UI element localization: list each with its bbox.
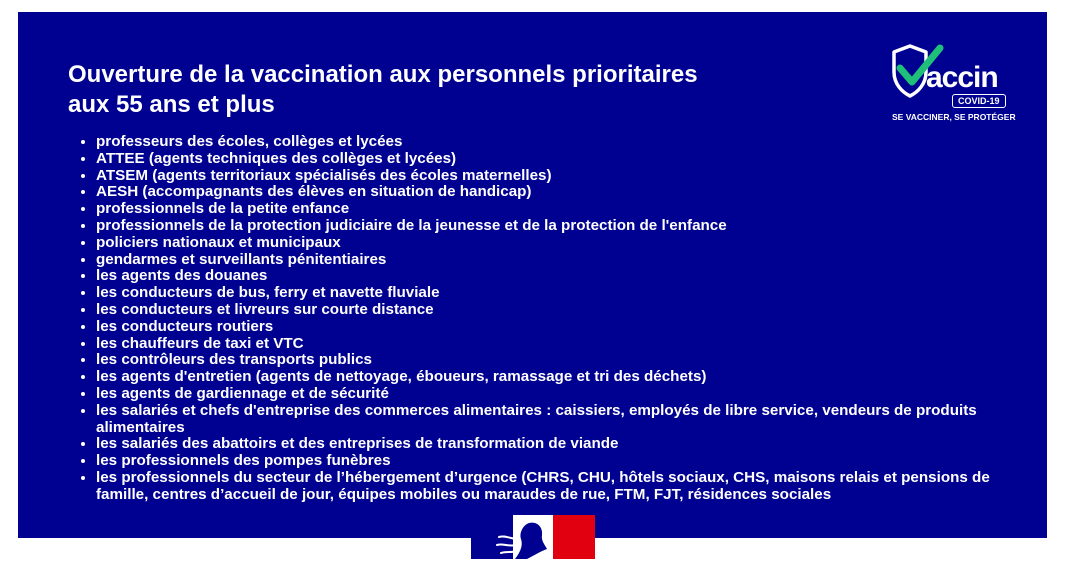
list-item: • AESH (accompagnants des élèves en situation de handicap)	[96, 184, 1016, 201]
title-line-2: aux 55 ans et plus	[68, 91, 275, 118]
list-item: • les chauffeurs de taxi et VTC	[96, 336, 1016, 353]
list-item: • les salariés des abattoirs et des entreprises de transformation de viande	[96, 436, 1016, 453]
list-item: • les conducteurs et livreurs sur courte distance	[96, 302, 1016, 319]
list-item: • les agents de gardiennage et de sécurité	[96, 386, 1016, 403]
marianne-flag-icon	[471, 515, 595, 559]
list-item: • ATSEM (agents territoriaux spécialisés des écoles maternelles)	[96, 168, 1016, 185]
list-item: • les contrôleurs des transports publics	[96, 352, 1016, 369]
logo-word: accin	[926, 61, 998, 94]
list-item: • les agents des douanes	[96, 268, 1016, 285]
list-item: • les conducteurs routiers	[96, 319, 1016, 336]
priority-list	[80, 134, 1016, 504]
list-item: • policiers nationaux et municipaux	[96, 235, 1016, 252]
list-item: • les professionnels des pompes funèbres	[96, 453, 1016, 470]
page-title	[68, 60, 848, 120]
list-item: • ATTEE (agents techniques des collèges et lycées)	[96, 151, 1016, 168]
vaccin-covid-logo	[890, 42, 1020, 126]
info-panel	[18, 12, 1047, 538]
list-item: • les professionnels du secteur de l’hébergement d’urgence (CHRS, CHU, hôtels sociaux, CHS, maisons relais et pensions de famille, centres d’accueil de jour, équipes mobiles ou maraudes de rue, FTM, FJT, résidences sociales	[96, 470, 1016, 504]
covid-badge: COVID-19	[952, 94, 1006, 108]
list-item: • professionnels de la protection judiciaire de la jeunesse et de la protection de l'enfance	[96, 218, 1016, 235]
list-item: • les conducteurs de bus, ferry et navette fluviale	[96, 285, 1016, 302]
list-item: • gendarmes et surveillants pénitentiaires	[96, 252, 1016, 269]
logo-tagline: SE VACCINER, SE PROTÉGER	[892, 112, 1016, 122]
list-item: • les agents d'entretien (agents de nettoyage, éboueurs, ramassage et tri des déchets)	[96, 369, 1016, 386]
list-item: • professionnels de la petite enfance	[96, 201, 1016, 218]
list-item: • les salariés et chefs d'entreprise des commerces alimentaires : caissiers, employés de libre service, vendeurs de produits alimentaires	[96, 403, 1016, 437]
title-line-1: Ouverture de la vaccination aux personnels prioritaires	[68, 61, 698, 88]
list-item: • professeurs des écoles, collèges et lycées	[96, 134, 1016, 151]
